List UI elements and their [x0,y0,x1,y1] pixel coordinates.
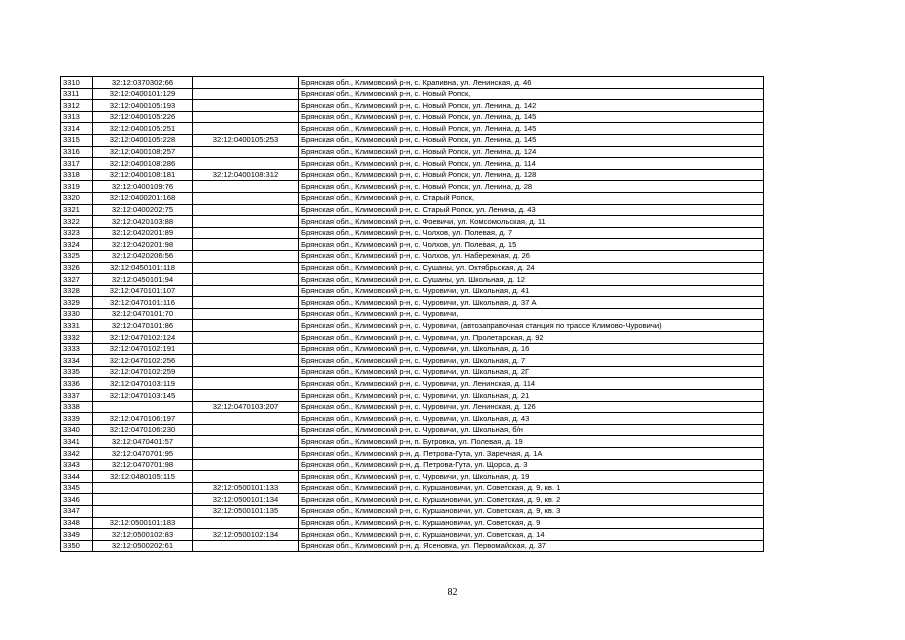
table-row [61,262,764,274]
cadastral-number-cell: 32:12:0420201:98 [93,239,193,251]
address-cell: Брянская обл., Климовский р-н, с. Чолхов, ул. Набережная, д. 26 [299,250,764,262]
row-number-cell: 3319 [61,181,93,193]
cadastral-number-cell: 32:12:0400109:76 [93,181,193,193]
table-row [61,134,764,146]
related-cadastral-number-cell [193,204,299,216]
row-number-cell: 3326 [61,262,93,274]
row-number-cell: 3336 [61,378,93,390]
row-number-cell: 3320 [61,192,93,204]
row-number-cell: 3335 [61,366,93,378]
address-cell: Брянская обл., Климовский р-н, с. Новый Ропск, ул. Ленина, д. 124 [299,146,764,158]
table-row [61,227,764,239]
cadastral-number-cell: 32:12:0470101:116 [93,297,193,309]
table-row [61,355,764,367]
address-cell: Брянская обл., Климовский р-н, с. Чуровичи, ул. Школьная, б/н [299,424,764,436]
table-row [61,448,764,460]
address-cell: Брянская обл., Климовский р-н, с. Чуровичи, ул. Школьная, д. 2Г [299,366,764,378]
row-number-cell: 3340 [61,424,93,436]
related-cadastral-number-cell [193,77,299,89]
address-cell: Брянская обл., Климовский р-н, с. Новый Ропск, ул. Ленина, д. 145 [299,123,764,135]
related-cadastral-number-cell [193,146,299,158]
table-row [61,517,764,529]
row-number-cell: 3311 [61,88,93,100]
table-row [61,378,764,390]
row-number-cell: 3332 [61,332,93,344]
cadastral-number-cell: 32:12:0420206:56 [93,250,193,262]
row-number-cell: 3318 [61,169,93,181]
related-cadastral-number-cell [193,366,299,378]
table-row [61,169,764,181]
cadastral-number-cell: 32:12:0470401:57 [93,436,193,448]
related-cadastral-number-cell [193,448,299,460]
address-cell: Брянская обл., Климовский р-н, с. Куршановичи, ул. Советская, д. 9 [299,517,764,529]
address-cell: Брянская обл., Климовский р-н, с. Крапивна, ул. Ленинская, д. 46 [299,77,764,89]
address-cell: Брянская обл., Климовский р-н, д. Ясеновка, ул. Первомайская, д. 37 [299,540,764,552]
related-cadastral-number-cell [193,413,299,425]
related-cadastral-number-cell [193,100,299,112]
row-number-cell: 3315 [61,134,93,146]
table-row [61,436,764,448]
related-cadastral-number-cell [193,355,299,367]
related-cadastral-number-cell [193,297,299,309]
cadastral-number-cell: 32:12:0400105:251 [93,123,193,135]
cadastral-number-cell: 32:12:0470103:145 [93,390,193,402]
row-number-cell: 3345 [61,482,93,494]
cadastral-number-cell [93,482,193,494]
address-cell: Брянская обл., Климовский р-н, с. Куршановичи, ул. Советская, д. 9, кв. 2 [299,494,764,506]
row-number-cell: 3342 [61,448,93,460]
address-cell: Брянская обл., Климовский р-н, с. Новый Ропск, ул. Ленина, д. 28 [299,181,764,193]
related-cadastral-number-cell: 32:12:0500102:134 [193,529,299,541]
address-cell: Брянская обл., Климовский р-н, с. Чуровичи, [299,308,764,320]
address-cell: Брянская обл., Климовский р-н, с. Новый Ропск, ул. Ленина, д. 145 [299,134,764,146]
related-cadastral-number-cell [193,123,299,135]
table-row [61,320,764,332]
address-cell: Брянская обл., Климовский р-н, с. Новый Ропск, ул. Ленина, д. 142 [299,100,764,112]
related-cadastral-number-cell [193,471,299,483]
table-row [61,401,764,413]
cadastral-number-cell: 32:12:0400108:286 [93,158,193,170]
table-row [61,77,764,89]
row-number-cell: 3349 [61,529,93,541]
row-number-cell: 3346 [61,494,93,506]
table-row [61,274,764,286]
cadastral-number-cell: 32:12:0500202:61 [93,540,193,552]
table-row [61,471,764,483]
row-number-cell: 3325 [61,250,93,262]
address-cell: Брянская обл., Климовский р-н, д. Петрова-Гута, ул. Заречная, д. 1А [299,448,764,460]
cadastral-number-cell: 32:12:0470101:70 [93,308,193,320]
table-row [61,100,764,112]
row-number-cell: 3339 [61,413,93,425]
cadastral-number-cell: 32:12:0370302:66 [93,77,193,89]
related-cadastral-number-cell: 32:12:0400108:312 [193,169,299,181]
address-cell: Брянская обл., Климовский р-н, с. Чуровичи, ул. Школьная, д. 21 [299,390,764,402]
cadastral-number-cell: 32:12:0470102:256 [93,355,193,367]
cadastral-number-cell: 32:12:0400105:193 [93,100,193,112]
table-row [61,123,764,135]
row-number-cell: 3338 [61,401,93,413]
row-number-cell: 3334 [61,355,93,367]
related-cadastral-number-cell [193,181,299,193]
address-cell: Брянская обл., Климовский р-н, с. Чуровичи, ул. Школьная, д. 43 [299,413,764,425]
cadastral-number-cell: 32:12:0470106:230 [93,424,193,436]
address-cell: Брянская обл., Климовский р-н, с. Новый Ропск, ул. Ленина, д. 145 [299,111,764,123]
address-cell: Брянская обл., Климовский р-н, с. Чуровичи, ул. Школьная, д. 37 А [299,297,764,309]
address-cell: Брянская обл., Климовский р-н, с. Куршановичи, ул. Советская, д. 9, кв. 3 [299,505,764,517]
related-cadastral-number-cell [193,239,299,251]
related-cadastral-number-cell: 32:12:0500101:133 [193,482,299,494]
address-cell: Брянская обл., Климовский р-н, с. Куршановичи, ул. Советская, д. 14 [299,529,764,541]
cadastral-number-cell: 32:12:0400202:75 [93,204,193,216]
related-cadastral-number-cell [193,343,299,355]
cadastral-number-cell: 32:12:0470101:107 [93,285,193,297]
related-cadastral-number-cell [193,459,299,471]
cadastral-number-cell: 32:12:0420201:89 [93,227,193,239]
address-cell: Брянская обл., Климовский р-н, с. Чуровичи, ул. Школьная, д. 41 [299,285,764,297]
address-cell: Брянская обл., Климовский р-н, с. Куршановичи, ул. Советская, д. 9, кв. 1 [299,482,764,494]
cadastral-number-cell: 32:12:0420103:88 [93,216,193,228]
table-row [61,413,764,425]
row-number-cell: 3350 [61,540,93,552]
table-row [61,158,764,170]
related-cadastral-number-cell [193,424,299,436]
cadastral-number-cell: 32:12:0470101:86 [93,320,193,332]
table-row [61,424,764,436]
row-number-cell: 3347 [61,505,93,517]
table-row [61,111,764,123]
address-cell: Брянская обл., Климовский р-н, с. Чуровичи, ул. Школьная, д. 7 [299,355,764,367]
table-row [61,390,764,402]
cadastral-number-cell: 32:12:0500101:183 [93,517,193,529]
table-row [61,204,764,216]
related-cadastral-number-cell [193,285,299,297]
address-cell: Брянская обл., Климовский р-н, с. Сушаны, ул. Школьная, д. 12 [299,274,764,286]
related-cadastral-number-cell [193,517,299,529]
cadastral-number-cell: 32:12:0480105:115 [93,471,193,483]
cadastral-number-cell [93,505,193,517]
table-row [61,297,764,309]
row-number-cell: 3321 [61,204,93,216]
table-row [61,540,764,552]
cadastral-number-cell: 32:12:0470701:95 [93,448,193,460]
address-cell: Брянская обл., Климовский р-н, с. Новый Ропск, ул. Ленина, д. 128 [299,169,764,181]
table-row [61,459,764,471]
cadastral-number-cell: 32:12:0470102:124 [93,332,193,344]
table-row [61,146,764,158]
table-row [61,216,764,228]
related-cadastral-number-cell [193,88,299,100]
address-cell: Брянская обл., Климовский р-н, с. Чуровичи, ул. Ленинская, д. 114 [299,378,764,390]
related-cadastral-number-cell [193,158,299,170]
table-row [61,239,764,251]
row-number-cell: 3337 [61,390,93,402]
address-cell: Брянская обл., Климовский р-н, с. Чуровичи, ул. Ленинская, д. 126 [299,401,764,413]
cadastral-number-cell: 32:12:0450101:118 [93,262,193,274]
related-cadastral-number-cell [193,250,299,262]
row-number-cell: 3343 [61,459,93,471]
table-row [61,332,764,344]
related-cadastral-number-cell [193,390,299,402]
address-cell: Брянская обл., Климовский р-н, с. Новый Ропск, [299,88,764,100]
related-cadastral-number-cell [193,216,299,228]
table-row [61,192,764,204]
address-cell: Брянская обл., Климовский р-н, с. Старый Ропск, [299,192,764,204]
address-cell: Брянская обл., Климовский р-н, с. Сушаны, ул. Октябрьская, д. 24 [299,262,764,274]
cadastral-number-cell [93,401,193,413]
address-cell: Брянская обл., Климовский р-н, с. Чолхов, ул. Полевая, д. 15 [299,239,764,251]
table-row [61,505,764,517]
related-cadastral-number-cell [193,111,299,123]
related-cadastral-number-cell [193,262,299,274]
cadastral-number-cell: 32:12:0470103:119 [93,378,193,390]
address-cell: Брянская обл., Климовский р-н, с. Чуровичи, (автозаправочная станция по трассе Климово-Чуровичи) [299,320,764,332]
table-row [61,250,764,262]
row-number-cell: 3348 [61,517,93,529]
table-row [61,366,764,378]
related-cadastral-number-cell [193,378,299,390]
cadastral-number-cell: 32:12:0400108:257 [93,146,193,158]
row-number-cell: 3312 [61,100,93,112]
row-number-cell: 3341 [61,436,93,448]
row-number-cell: 3324 [61,239,93,251]
related-cadastral-number-cell [193,192,299,204]
related-cadastral-number-cell [193,274,299,286]
cadastral-number-cell: 32:12:0470701:98 [93,459,193,471]
address-cell: Брянская обл., Климовский р-н, п. Бугровка, ул. Полевая, д. 19 [299,436,764,448]
cadastral-number-cell: 32:12:0470106:197 [93,413,193,425]
row-number-cell: 3333 [61,343,93,355]
cadastral-number-cell: 32:12:0470102:191 [93,343,193,355]
related-cadastral-number-cell [193,227,299,239]
cadastral-number-cell: 32:12:0470102:259 [93,366,193,378]
cadastral-number-cell: 32:12:0500102:83 [93,529,193,541]
related-cadastral-number-cell [193,332,299,344]
row-number-cell: 3313 [61,111,93,123]
row-number-cell: 3322 [61,216,93,228]
row-number-cell: 3331 [61,320,93,332]
table-row [61,308,764,320]
related-cadastral-number-cell: 32:12:0500101:134 [193,494,299,506]
table-row [61,494,764,506]
table-row [61,529,764,541]
address-cell: Брянская обл., Климовский р-н, с. Старый Ропск, ул. Ленина, д. 43 [299,204,764,216]
property-table-body [61,77,764,552]
related-cadastral-number-cell [193,308,299,320]
cadastral-number-cell [93,494,193,506]
property-table [60,76,764,552]
row-number-cell: 3317 [61,158,93,170]
row-number-cell: 3330 [61,308,93,320]
related-cadastral-number-cell [193,320,299,332]
related-cadastral-number-cell [193,540,299,552]
cadastral-number-cell: 32:12:0400201:168 [93,192,193,204]
related-cadastral-number-cell: 32:12:0470103:207 [193,401,299,413]
address-cell: Брянская обл., Климовский р-н, с. Чуровичи, ул. Школьная, д. 19 [299,471,764,483]
row-number-cell: 3316 [61,146,93,158]
address-cell: Брянская обл., Климовский р-н, с. Чуровичи, ул. Пролетарская, д. 92 [299,332,764,344]
address-cell: Брянская обл., Климовский р-н, с. Фоевичи, ул. Комсомольская, д. 11 [299,216,764,228]
address-cell: Брянская обл., Климовский р-н, с. Новый Ропск, ул. Ленина, д. 114 [299,158,764,170]
row-number-cell: 3344 [61,471,93,483]
row-number-cell: 3314 [61,123,93,135]
row-number-cell: 3323 [61,227,93,239]
address-cell: Брянская обл., Климовский р-н, д. Петрова-Гута, ул. Щорса, д. 3 [299,459,764,471]
related-cadastral-number-cell: 32:12:0500101:135 [193,505,299,517]
related-cadastral-number-cell [193,436,299,448]
cadastral-number-cell: 32:12:0400108:181 [93,169,193,181]
table-row [61,482,764,494]
related-cadastral-number-cell: 32:12:0400105:253 [193,134,299,146]
table-row [61,343,764,355]
row-number-cell: 3310 [61,77,93,89]
address-cell: Брянская обл., Климовский р-н, с. Чолхов, ул. Полевая, д. 7 [299,227,764,239]
table-row [61,88,764,100]
cadastral-number-cell: 32:12:0400105:226 [93,111,193,123]
cadastral-number-cell: 32:12:0400101:129 [93,88,193,100]
row-number-cell: 3329 [61,297,93,309]
cadastral-number-cell: 32:12:0450101:94 [93,274,193,286]
table-row [61,181,764,193]
row-number-cell: 3327 [61,274,93,286]
page-number: 82 [447,587,458,598]
table-row [61,285,764,297]
address-cell: Брянская обл., Климовский р-н, с. Чуровичи, ул. Школьная, д. 16 [299,343,764,355]
row-number-cell: 3328 [61,285,93,297]
cadastral-number-cell: 32:12:0400105:228 [93,134,193,146]
